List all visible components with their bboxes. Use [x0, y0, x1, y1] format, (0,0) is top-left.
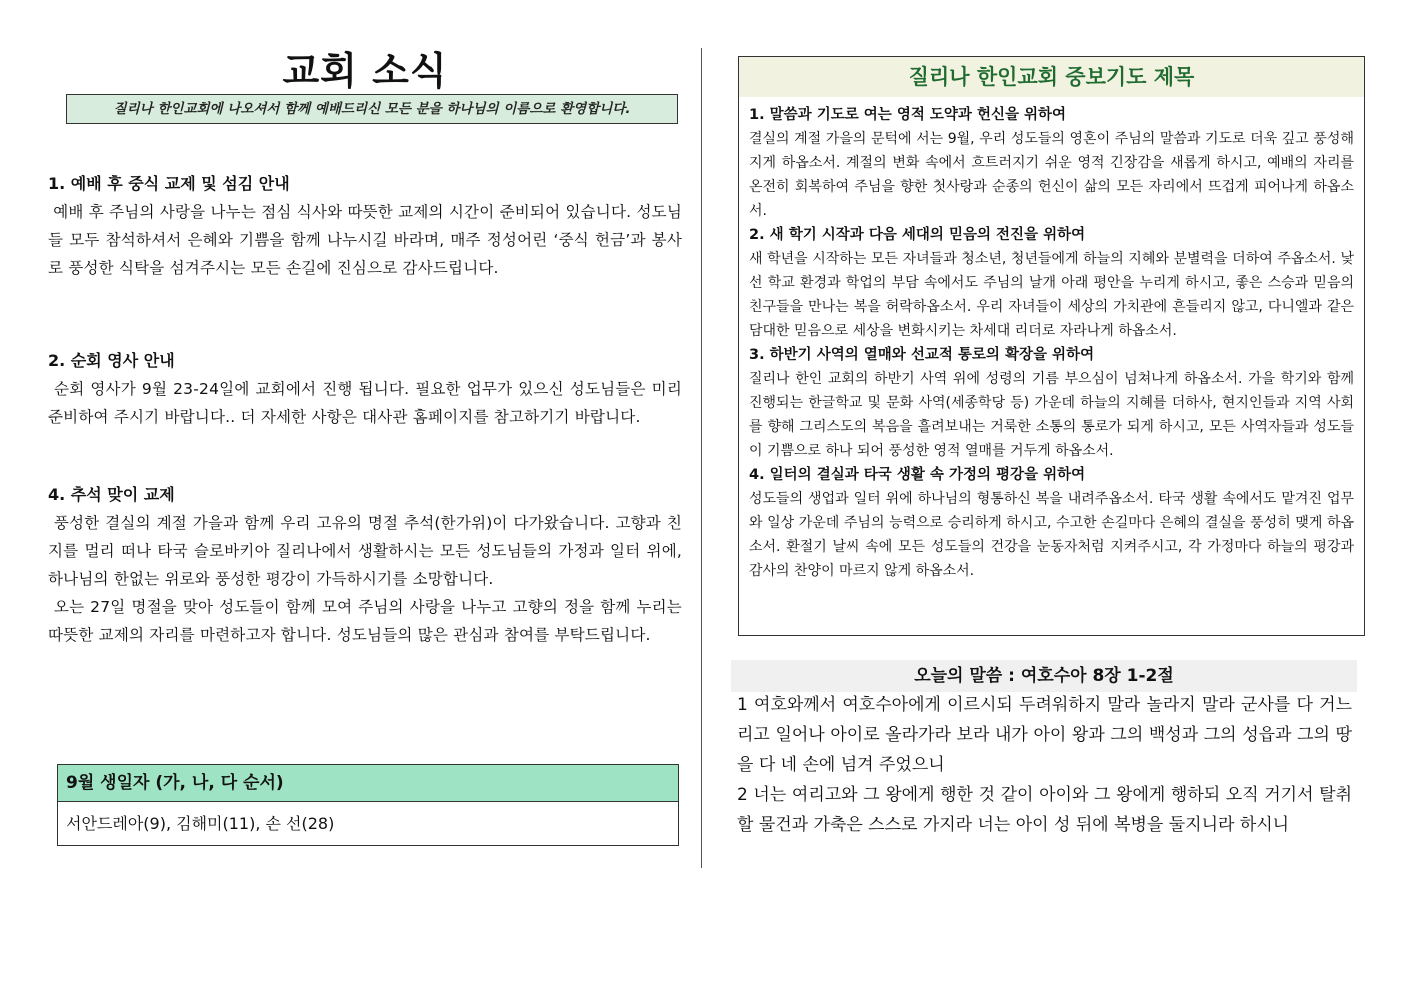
news-section-title: 1. 예배 후 중식 교제 및 섬김 안내 — [48, 174, 290, 193]
news-section-title: 4. 추석 맞이 교제 — [48, 485, 175, 504]
verse-line: 1 여호와께서 여호수아에게 이르시되 두려워하지 말라 놀라지 말라 군사를 다 거느리고 일어나 아이로 올라가라 보라 내가 아이 왕과 그의 백성과 그의 성읍과 그의 땅을 다 네 손에 넘겨 주었으니 — [737, 695, 1352, 775]
welcome-banner: 질리나 한인교회에 나오셔서 함께 예배드리신 모든 분을 하나님의 이름으로 환영합니다. — [66, 94, 678, 124]
verse-title: 오늘의 말씀 : 여호수아 8장 1-2절 — [731, 660, 1357, 692]
prayer-item-body: 결실의 계절 가을의 문턱에 서는 9월, 우리 성도들의 영혼이 주님의 말씀과 기도로 더욱 깊고 풍성해지게 하옵소서. 계절의 변화 속에서 흐트러지기 쉬운 영적 긴장감을 새롭게 하시고, 예배의 자리를 온전히 회복하여 주님을 향한 첫사랑과 순종의 헌신이 삶의 모든 자리에서 뜨겁게 피어나게 하옵소서. — [749, 131, 1354, 219]
column-divider — [701, 48, 702, 868]
news-section-body: 순회 영사가 9월 23-24일에 교회에서 진행 됩니다. 필요한 업무가 있으신 성도님들은 미리 준비하여 주시기 바랍니다.. 더 자세한 사항은 대사관 홈페이지를 참고하기기 바랍니다. — [48, 380, 688, 426]
news-section-body: 예배 후 주님의 사랑을 나누는 점심 식사와 따뜻한 교제의 시간이 준비되어 있습니다. 성도님들 모두 참석하셔서 은혜와 기쁨을 함께 나누시길 바라며, 매주 정성어린 ‘중식 헌금’과 봉사로 풍성한 식탁을 섬겨주시는 모든 손길에 진심으로 감사드립니다. — [48, 203, 682, 277]
news-section-chuseok — [48, 481, 688, 649]
birthday-title: 9월 생일자 (가, 나, 다 순서) — [58, 765, 678, 802]
prayer-item-body: 새 학년을 시작하는 모든 자녀들과 청소년, 청년들에게 하늘의 지혜와 분별력을 더하여 주옵소서. 낯선 학교 환경과 학업의 부담 속에서도 주님의 날개 아래 평안을 누리게 하시고, 좋은 스승과 믿음의 친구들을 만나는 복을 허락하옵소서. 우리 자녀들이 세상의 가치관에 흔들리지 않고, 다니엘과 같은 담대한 믿음으로 세상을 변화시키는 차세대 리더로 자라나게 하옵소서. — [749, 251, 1354, 339]
prayer-title: 질리나 한인교회 중보기도 제목 — [739, 57, 1364, 97]
birthday-box — [57, 764, 679, 846]
news-section-body: 풍성한 결실의 계절 가을과 함께 우리 고유의 명절 추석(한가위)이 다가왔습니다. 고향과 친지를 멀리 떠나 타국 슬로바키아 질리나에서 생활하시는 모든 성도님들의 가정과 일터 위에, 하나님의 한없는 위로와 풍성한 평강이 가득하시기를 소망합니다. — [48, 514, 688, 588]
verse-text — [737, 690, 1352, 840]
news-section-body-2: 오는 27일 명절을 맞아 성도들이 함께 모여 주님의 사랑을 나누고 고향의 정을 함께 누리는 따뜻한 교제의 자리를 마련하고자 합니다. 성도님들의 많은 관심과 참여를 부탁드립니다. — [48, 598, 688, 644]
page-title: 교회 소식 — [282, 49, 448, 93]
news-section-consul — [48, 347, 688, 431]
prayer-item-title: 2. 새 학기 시작과 다음 세대의 믿음의 전진을 위하여 — [749, 227, 1086, 243]
birthday-names: 서안드레아(9), 김해미(11), 손 선(28) — [66, 814, 335, 833]
verse-line: 2 너는 여리고와 그 왕에게 행한 것 같이 아이와 그 왕에게 행하되 오직 거기서 탈취할 물건과 가축은 스스로 가지라 너는 아이 성 뒤에 복병을 둘지니라 하시니 — [737, 785, 1352, 835]
news-section-title: 2. 순회 영사 안내 — [48, 351, 175, 370]
prayer-item-title: 4. 일터의 결실과 타국 생활 속 가정의 평강을 위하여 — [749, 467, 1086, 483]
prayer-item-title: 1. 말씀과 기도로 여는 영적 도약과 헌신을 위하여 — [749, 107, 1067, 123]
prayer-list — [739, 97, 1364, 583]
prayer-item-body: 질리나 한인 교회의 하반기 사역 위에 성령의 기름 부으심이 넘쳐나게 하옵소서. 가을 학기와 함께 진행되는 한글학교 및 문화 사역(세종학당 등) 가운데 하늘의 지혜를 더하사, 현지인들과 지역 사회를 향해 그리스도의 복음을 흘려보내는 거룩한 소통의 통로가 되게 하시고, 모든 사역자들과 성도들이 기쁨으로 하나 되어 풍성한 영적 열매를 거두게 하옵소서. — [749, 371, 1354, 459]
prayer-box — [738, 56, 1365, 636]
news-section-lunch — [48, 170, 682, 282]
prayer-item-title: 3. 하반기 사역의 열매와 선교적 통로의 확장을 위하여 — [749, 347, 1095, 363]
prayer-item-body: 성도들의 생업과 일터 위에 하나님의 형통하신 복을 내려주옵소서. 타국 생활 속에서도 맡겨진 업무와 일상 가운데 주님의 능력으로 승리하게 하시고, 수고한 손길마다 은혜의 결실을 풍성히 맺게 하옵소서. 환절기 날씨 속에 모든 성도들의 건강을 눈동자처럼 지켜주시고, 각 가정마다 하늘의 평강과 감사의 찬양이 마르지 않게 하옵소서. — [749, 491, 1354, 579]
